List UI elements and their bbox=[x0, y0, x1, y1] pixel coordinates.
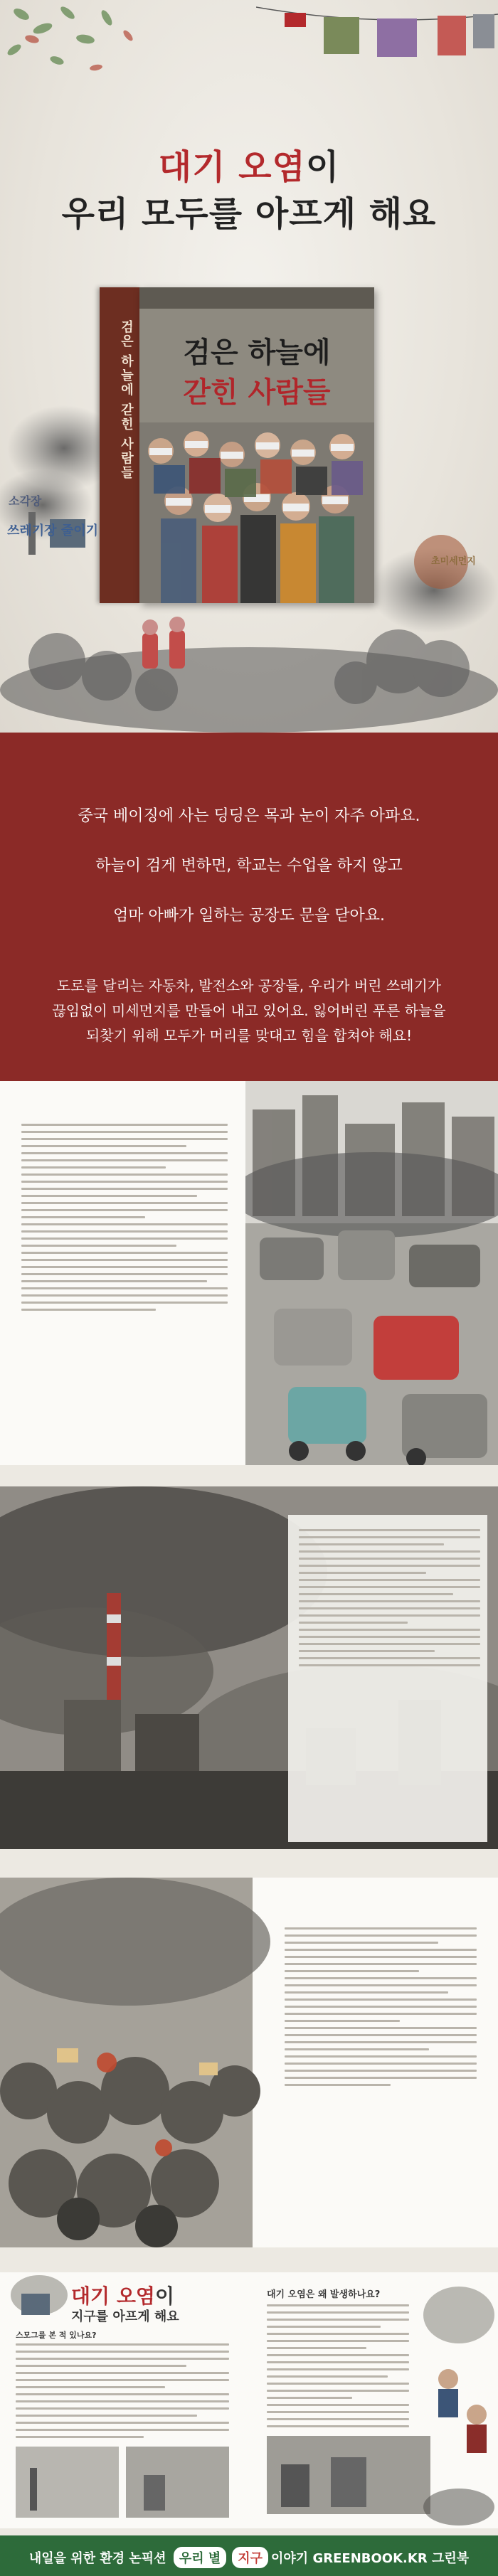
intro-line-6: 되찾기 위해 모두가 머리를 맞대고 힘을 합쳐야 해요! bbox=[85, 1027, 413, 1044]
intro-line-5: 끊임없이 미세먼지를 만들어 내고 있어요. 잃어버린 푸른 하늘을 bbox=[52, 1002, 446, 1019]
intro-line-4: 도로를 달리는 자동차, 발전소와 공장들, 우리가 버린 쓰레기가 bbox=[56, 977, 442, 994]
side-label-incinerator: 소각장 bbox=[9, 494, 42, 508]
spine-title: 검은 하늘에 갇힌 사람들 bbox=[119, 320, 134, 480]
cover-title-1: 검은 하늘에 bbox=[183, 336, 331, 369]
spread-4-title bbox=[71, 2281, 174, 2309]
spread-4-title-suffix: 이 bbox=[154, 2284, 175, 2308]
footer-badge-our-star: 우리 별 bbox=[174, 2547, 226, 2568]
footer-badge-story: 이야기 bbox=[271, 2551, 309, 2566]
headline-highlight: 대기 오염 bbox=[158, 147, 306, 187]
spread-4-title-2: 지구를 아프게 해요 bbox=[71, 2309, 179, 2324]
headline-suffix: 이 bbox=[305, 147, 340, 187]
spread-4-photo-right bbox=[267, 2436, 430, 2514]
spread-3-text-block bbox=[285, 1927, 477, 2091]
spread-1-text-block bbox=[21, 1124, 228, 1316]
side-label-reduce-trash: 쓰레기장 줄이기 bbox=[7, 523, 98, 538]
cover-band bbox=[139, 287, 374, 309]
book-cover bbox=[139, 287, 374, 603]
traffic-illustration bbox=[245, 1081, 498, 1465]
footer-publisher: 그린북 bbox=[431, 2551, 470, 2566]
intro-line-2: 하늘이 검게 변하면, 학교는 수업을 하지 않고 bbox=[95, 857, 403, 875]
cover-crowd-illustration bbox=[139, 422, 374, 603]
footer-site[interactable]: GREENBOOK.KR bbox=[312, 2551, 428, 2566]
footer-banner bbox=[0, 2535, 498, 2576]
spread-4-badge-illustration bbox=[7, 2272, 71, 2322]
leaves-illustration bbox=[0, 0, 171, 114]
spread-2 bbox=[0, 1486, 498, 1849]
footer-prefix: 내일을 위한 환경 논픽션 bbox=[28, 2551, 166, 2566]
spread-4-left-text bbox=[16, 2343, 229, 2443]
hero-section bbox=[0, 0, 498, 733]
cover-title-2: 갇힌 사람들 bbox=[183, 376, 331, 409]
headline-line-2: 우리 모두를 아프게 해요 bbox=[61, 194, 437, 234]
spread-3 bbox=[0, 1878, 498, 2247]
headline-line-1 bbox=[0, 139, 498, 188]
footer-badge-earth: 지구 bbox=[232, 2547, 268, 2568]
spread-1 bbox=[0, 1081, 498, 1465]
intro-line-3: 엄마 아빠가 일하는 공장도 문을 닫아요. bbox=[113, 907, 385, 925]
side-label-fine-dust: 초미세먼지 bbox=[431, 556, 476, 567]
spread-4-photo-left bbox=[16, 2447, 229, 2518]
footer-text bbox=[0, 2547, 498, 2568]
spread-4-title-highlight: 대기 오염 bbox=[71, 2284, 155, 2308]
spread-4 bbox=[0, 2272, 498, 2528]
intro-line-1: 중국 베이징에 사는 딩딩은 목과 눈이 자주 아파요. bbox=[78, 807, 420, 825]
spread-4-side-illustration bbox=[420, 2272, 498, 2528]
clothesline-illustration bbox=[256, 0, 498, 57]
spread-4-right-text bbox=[267, 2304, 409, 2432]
spread-4-right-heading: 대기 오염은 왜 발생하나요? bbox=[267, 2289, 381, 2300]
spread-4-subtitle: 스모그를 본 적 있나요? bbox=[16, 2331, 97, 2340]
spread-2-text-block bbox=[299, 1529, 480, 1671]
